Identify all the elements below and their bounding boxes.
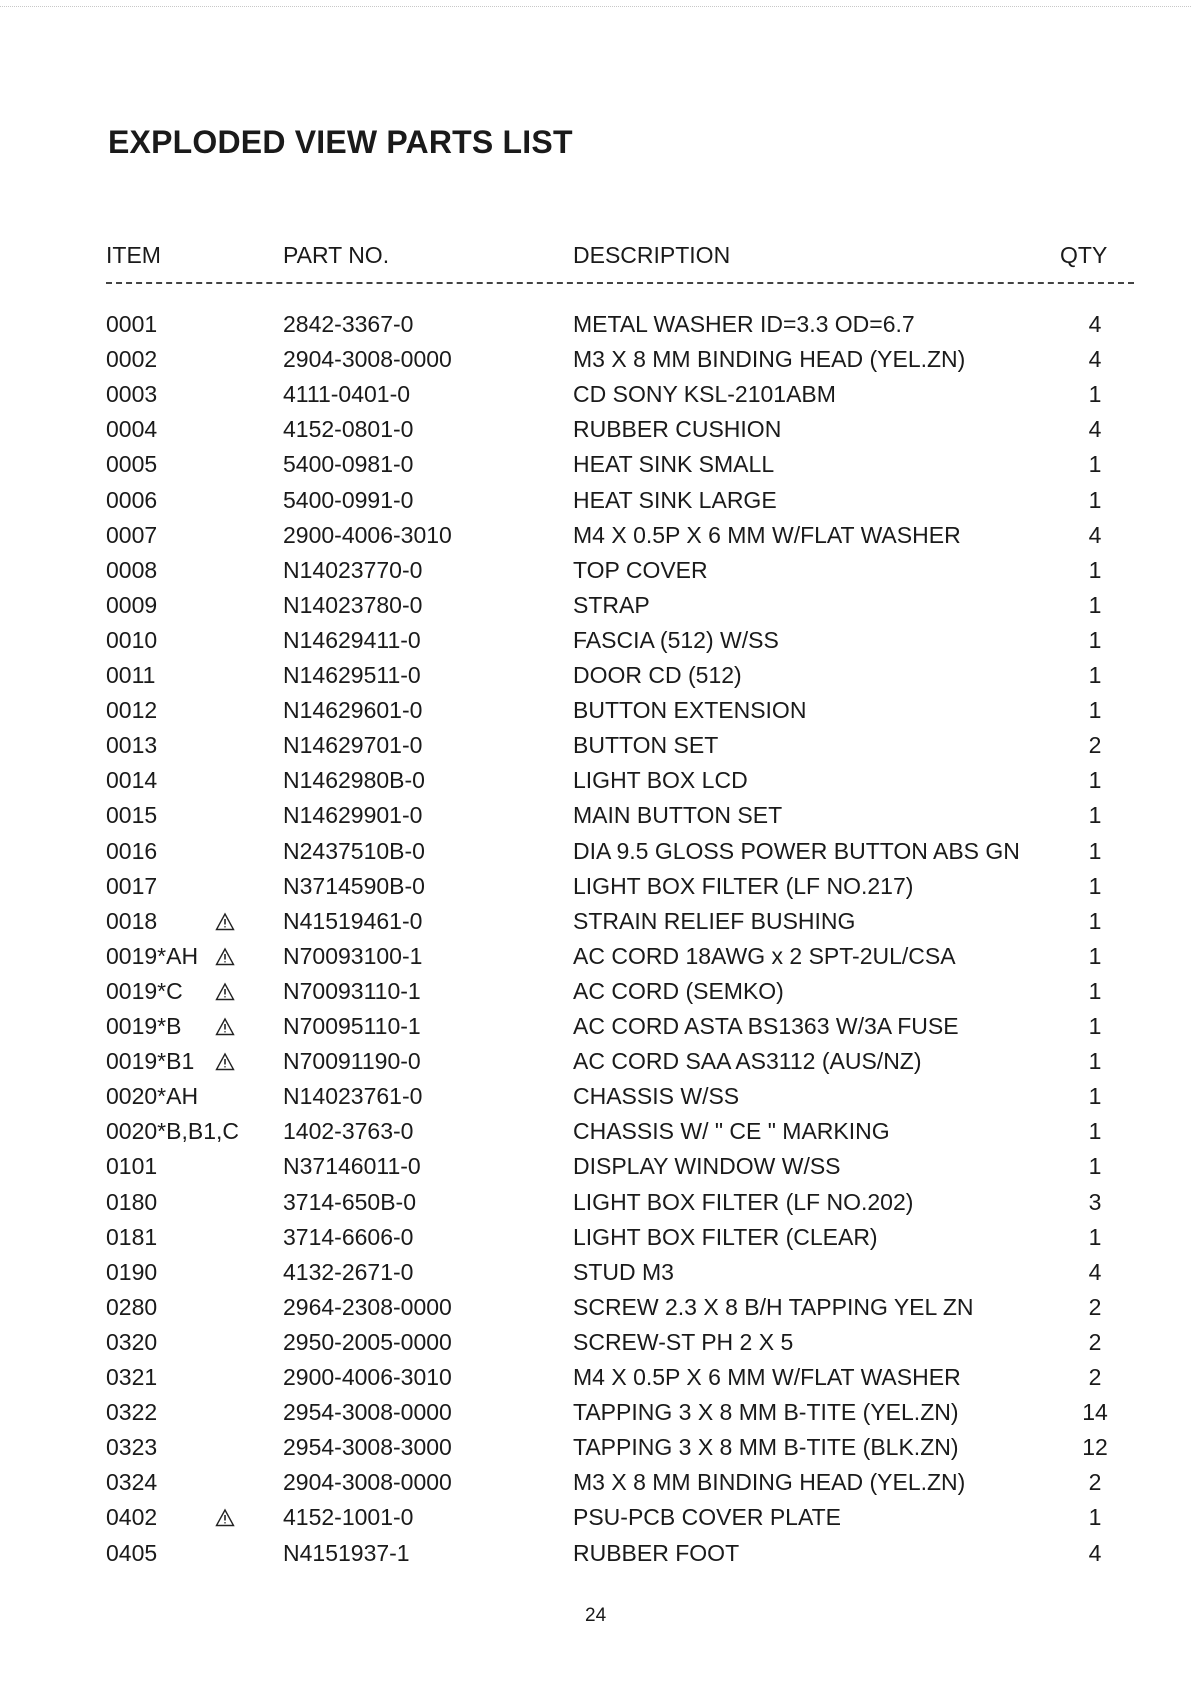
item-number: 0180	[106, 1188, 158, 1215]
table-row	[0, 451, 1191, 486]
part-quantity: 4	[1088, 1258, 1102, 1285]
table-row	[0, 1364, 1191, 1399]
table-row	[0, 1540, 1191, 1575]
table-row	[0, 1189, 1191, 1224]
part-quantity: 1	[1088, 1153, 1102, 1180]
table-row	[0, 662, 1191, 697]
item-number: 0405	[106, 1539, 158, 1566]
table-row	[0, 1224, 1191, 1259]
table-row	[0, 697, 1191, 732]
table-row	[0, 381, 1191, 416]
part-number: 3714-6606-0	[283, 1223, 414, 1250]
table-row	[0, 592, 1191, 627]
table-row	[0, 767, 1191, 802]
item-number: 0001	[106, 311, 158, 337]
item-number: 0002	[106, 346, 158, 373]
item-number: 0009	[106, 591, 158, 618]
table-row	[0, 487, 1191, 522]
part-number: 2964-2308-0000	[283, 1293, 452, 1320]
part-quantity: 1	[1088, 907, 1102, 934]
part-number: 5400-0991-0	[283, 486, 414, 513]
table-row	[0, 802, 1191, 837]
part-description: M3 X 8 MM BINDING HEAD (YEL.ZN)	[573, 1469, 966, 1496]
item-number: 0322	[106, 1399, 158, 1426]
part-description: DOOR CD (512)	[573, 662, 742, 688]
part-number: 5400-0981-0	[283, 451, 414, 478]
part-number: N37146011-0	[283, 1153, 421, 1180]
part-description: TAPPING 3 X 8 MM B-TITE (YEL.ZN)	[573, 1399, 959, 1426]
header-divider	[106, 282, 1134, 284]
part-number: 2904-3008-0000	[283, 1469, 452, 1496]
table-row	[0, 978, 1191, 1013]
item-number: 0008	[106, 556, 158, 583]
part-quantity: 1	[1088, 662, 1102, 688]
part-number: N14023780-0	[283, 591, 423, 618]
part-number: 4132-2671-0	[283, 1258, 414, 1285]
table-row	[0, 1469, 1191, 1504]
part-number: N41519461-0	[283, 907, 423, 934]
item-number: 0101	[106, 1153, 158, 1180]
part-number: N1462980B-0	[283, 767, 425, 794]
part-description: STUD M3	[573, 1258, 674, 1285]
item-number: 0011	[106, 662, 156, 688]
part-number: N14629601-0	[283, 697, 423, 724]
item-number: 0190	[106, 1258, 158, 1285]
part-number: 4152-1001-0	[283, 1504, 414, 1531]
item-number: 0280	[106, 1293, 158, 1320]
table-row	[0, 1048, 1191, 1083]
part-quantity: 1	[1088, 767, 1102, 794]
part-quantity: 1	[1088, 1223, 1102, 1250]
part-quantity: 2	[1088, 1364, 1102, 1390]
part-quantity: 4	[1088, 416, 1102, 443]
part-description: LIGHT BOX FILTER (LF NO.217)	[573, 872, 914, 899]
part-description: AC CORD (SEMKO)	[573, 977, 784, 1004]
part-quantity: 1	[1088, 556, 1102, 583]
item-number: 0013	[106, 732, 158, 759]
part-number: 2900-4006-3010	[283, 1364, 452, 1390]
part-quantity: 2	[1088, 1328, 1102, 1355]
part-description: AC CORD SAA AS3112 (AUS/NZ)	[573, 1048, 922, 1075]
page-number: 24	[585, 1605, 607, 1626]
part-description: CHASSIS W/SS	[573, 1083, 740, 1110]
part-quantity: 1	[1088, 977, 1102, 1004]
table-row	[0, 908, 1191, 943]
part-quantity: 1	[1088, 697, 1102, 724]
part-quantity: 1	[1088, 486, 1102, 513]
part-description: STRAP	[573, 591, 650, 618]
part-quantity: 1	[1088, 837, 1102, 864]
part-number: 2900-4006-3010	[283, 521, 452, 548]
item-number: 0015	[106, 802, 158, 829]
part-number: N14629511-0	[283, 662, 421, 688]
part-description: FASCIA (512) W/SS	[573, 626, 779, 653]
item-number: 0006	[106, 486, 158, 513]
part-number: N14629901-0	[283, 802, 423, 829]
item-number: 0004	[106, 416, 158, 443]
part-number: 2950-2005-0000	[283, 1328, 452, 1355]
part-quantity: 2	[1088, 732, 1102, 759]
part-number: N3714590B-0	[283, 872, 425, 899]
part-quantity: 1	[1088, 381, 1102, 408]
column-header-description: DESCRIPTION	[573, 242, 731, 268]
part-number: N14023761-0	[283, 1083, 423, 1110]
part-number: 4111-0401-0	[283, 381, 411, 408]
part-number: 3714-650B-0	[283, 1188, 416, 1215]
item-number: 0402	[106, 1504, 158, 1531]
part-description: SCREW-ST PH 2 X 5	[573, 1328, 794, 1355]
part-number: N2437510B-0	[283, 837, 425, 864]
part-description: HEAT SINK LARGE	[573, 486, 777, 513]
item-number: 0020*B,B1,C	[106, 1118, 239, 1145]
warning-triangle-icon	[215, 982, 235, 1002]
part-number: N14629701-0	[283, 732, 423, 759]
item-number: 0003	[106, 381, 158, 408]
part-description: M4 X 0.5P X 6 MM W/FLAT WASHER	[573, 521, 961, 548]
part-description: DIA 9.5 GLOSS POWER BUTTON ABS GN	[573, 837, 1020, 864]
item-number: 0320	[106, 1328, 158, 1355]
part-number: N70095110-1	[283, 1013, 421, 1039]
part-quantity: 1	[1088, 1118, 1102, 1145]
item-number: 0020*AH	[106, 1083, 199, 1110]
part-description: METAL WASHER ID=3.3 OD=6.7	[573, 311, 915, 337]
part-quantity: 2	[1088, 1469, 1102, 1496]
part-description: STRAIN RELIEF BUSHING	[573, 907, 856, 934]
table-row	[0, 943, 1191, 978]
table-row	[0, 1434, 1191, 1469]
part-quantity: 4	[1088, 1539, 1102, 1566]
item-number: 0181	[106, 1223, 158, 1250]
part-quantity: 12	[1082, 1434, 1108, 1461]
part-description: TAPPING 3 X 8 MM B-TITE (BLK.ZN)	[573, 1434, 959, 1461]
part-quantity: 14	[1082, 1399, 1108, 1426]
column-header-part-no: PART NO.	[283, 242, 390, 268]
part-number: 2954-3008-3000	[283, 1434, 452, 1461]
part-number: 4152-0801-0	[283, 416, 414, 443]
table-row	[0, 1294, 1191, 1329]
part-description: BUTTON EXTENSION	[573, 697, 807, 724]
item-number: 0010	[106, 626, 158, 653]
table-row	[0, 627, 1191, 662]
part-description: HEAT SINK SMALL	[573, 451, 775, 478]
part-description: LIGHT BOX LCD	[573, 767, 748, 794]
table-row	[0, 873, 1191, 908]
table-row	[0, 346, 1191, 381]
column-header-item: ITEM	[106, 242, 161, 268]
part-description: LIGHT BOX FILTER (LF NO.202)	[573, 1188, 914, 1215]
part-description: LIGHT BOX FILTER (CLEAR)	[573, 1223, 878, 1250]
item-number: 0007	[106, 521, 158, 548]
part-quantity: 1	[1088, 626, 1102, 653]
warning-triangle-icon	[215, 1052, 235, 1072]
item-number: 0014	[106, 767, 158, 794]
part-description: RUBBER FOOT	[573, 1539, 740, 1566]
part-quantity: 1	[1088, 872, 1102, 899]
part-number: 2904-3008-0000	[283, 346, 452, 373]
part-quantity: 4	[1088, 346, 1102, 373]
part-description: PSU-PCB COVER PLATE	[573, 1504, 841, 1531]
part-description: SCREW 2.3 X 8 B/H TAPPING YEL ZN	[573, 1293, 974, 1320]
warning-triangle-icon	[215, 1508, 235, 1528]
item-number: 0321	[106, 1364, 158, 1390]
part-description: CD SONY KSL-2101ABM	[573, 381, 836, 408]
part-number: N4151937-1	[283, 1539, 410, 1566]
table-row	[0, 1399, 1191, 1434]
item-number: 0012	[106, 697, 158, 724]
part-description: M4 X 0.5P X 6 MM W/FLAT WASHER	[573, 1364, 961, 1390]
table-row	[0, 416, 1191, 451]
table-row	[0, 1259, 1191, 1294]
part-quantity: 1	[1088, 1048, 1102, 1075]
item-number: 0323	[106, 1434, 158, 1461]
part-description: DISPLAY WINDOW W/SS	[573, 1153, 841, 1180]
part-number: 1402-3763-0	[283, 1118, 414, 1145]
item-number: 0017	[106, 872, 158, 899]
item-number: 0005	[106, 451, 158, 478]
part-quantity: 1	[1088, 942, 1102, 969]
part-description: CHASSIS W/ " CE " MARKING	[573, 1118, 890, 1145]
column-header-qty: QTY	[1060, 242, 1108, 268]
part-quantity: 1	[1088, 451, 1102, 478]
part-quantity: 1	[1088, 802, 1102, 829]
part-description: AC CORD 18AWG x 2 SPT-2UL/CSA	[573, 942, 956, 969]
part-number: N14629411-0	[283, 626, 421, 653]
table-row	[0, 732, 1191, 767]
part-description: AC CORD ASTA BS1363 W/3A FUSE	[573, 1013, 959, 1039]
part-description: TOP COVER	[573, 556, 708, 583]
item-number: 0016	[106, 837, 158, 864]
part-number: N14023770-0	[283, 556, 423, 583]
part-description: RUBBER CUSHION	[573, 416, 782, 443]
warning-triangle-icon	[215, 912, 235, 932]
item-number: 0019*B	[106, 1013, 182, 1039]
item-number: 0019*C	[106, 977, 183, 1004]
part-description: M3 X 8 MM BINDING HEAD (YEL.ZN)	[573, 346, 966, 373]
part-quantity: 4	[1088, 521, 1102, 548]
page-title: EXPLODED VIEW PARTS LIST	[108, 124, 573, 160]
item-number: 0019*AH	[106, 942, 199, 969]
table-row	[0, 1504, 1191, 1539]
part-description: BUTTON SET	[573, 732, 719, 759]
warning-triangle-icon	[215, 1017, 235, 1037]
scan-margin-dots	[0, 6, 1191, 7]
part-number: 2954-3008-0000	[283, 1399, 452, 1426]
part-number: N70093100-1	[283, 942, 423, 969]
table-row	[0, 1118, 1191, 1153]
item-number: 0324	[106, 1469, 158, 1496]
item-number: 0019*B1	[106, 1048, 195, 1075]
table-row	[0, 1083, 1191, 1118]
part-quantity: 1	[1088, 1504, 1102, 1531]
item-number: 0018	[106, 907, 158, 934]
part-quantity: 1	[1088, 1083, 1102, 1110]
table-row	[0, 311, 1191, 346]
table-row	[0, 1153, 1191, 1188]
part-description: MAIN BUTTON SET	[573, 802, 783, 829]
part-number: 2842-3367-0	[283, 311, 414, 337]
table-row	[0, 1013, 1191, 1048]
part-number: N70091190-0	[283, 1048, 421, 1075]
warning-triangle-icon	[215, 947, 235, 967]
part-quantity: 1	[1088, 1013, 1102, 1039]
table-row	[0, 522, 1191, 557]
table-row	[0, 838, 1191, 873]
part-quantity: 1	[1088, 591, 1102, 618]
part-quantity: 4	[1088, 311, 1102, 337]
table-row	[0, 557, 1191, 592]
part-number: N70093110-1	[283, 977, 421, 1004]
part-quantity: 3	[1088, 1188, 1102, 1215]
table-row	[0, 1329, 1191, 1364]
part-quantity: 2	[1088, 1293, 1102, 1320]
